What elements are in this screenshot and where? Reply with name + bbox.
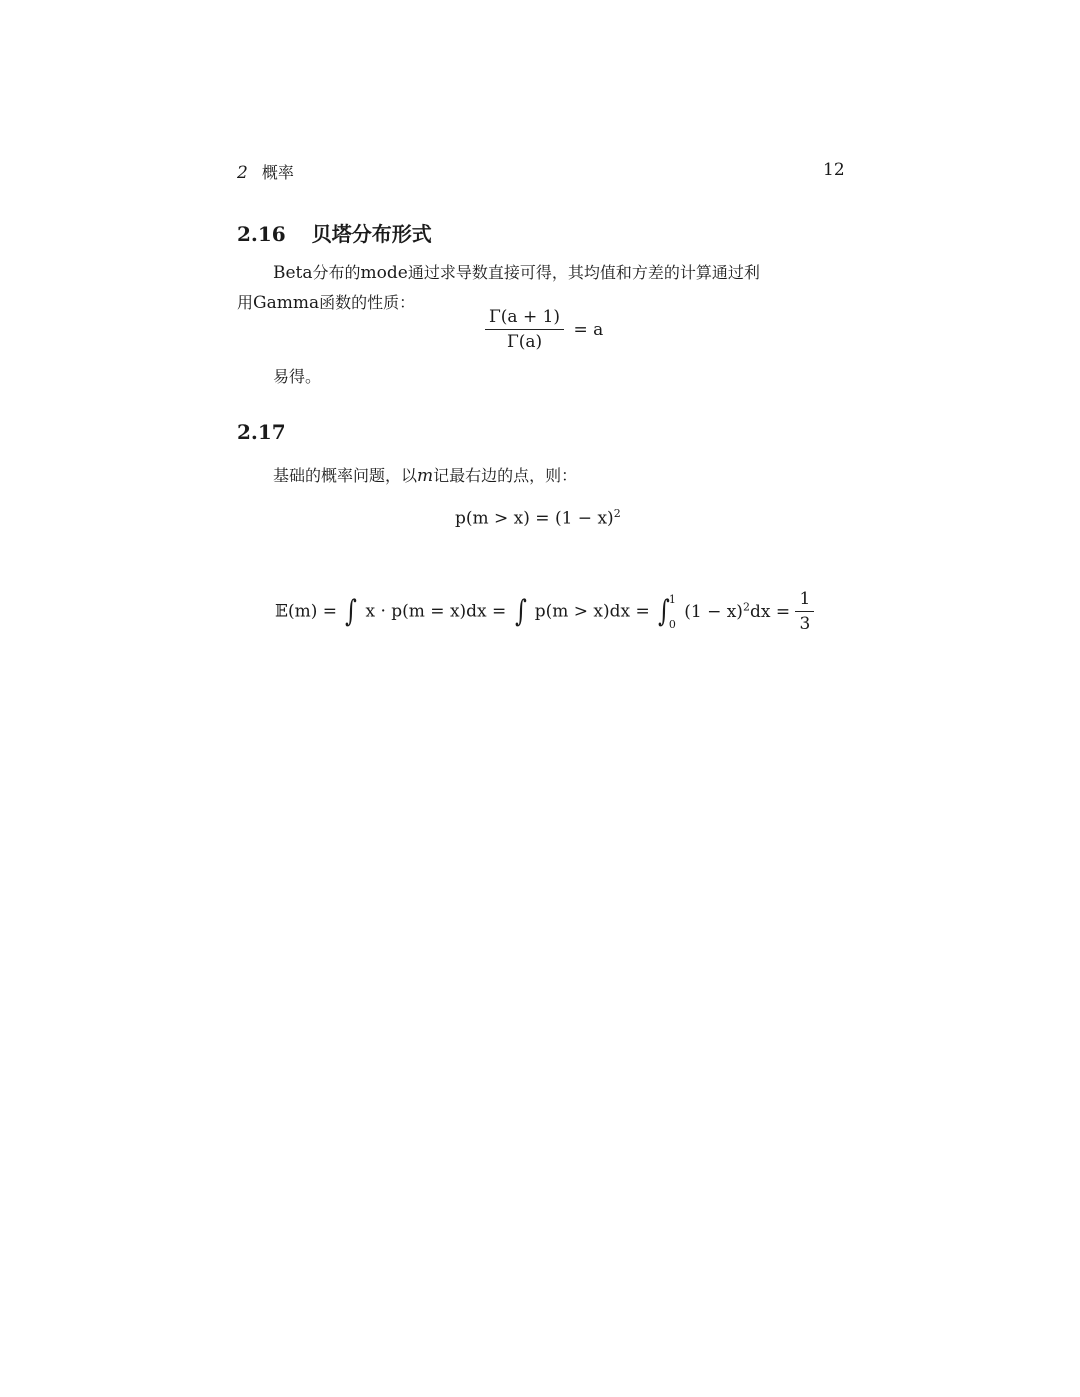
exponent: 2 xyxy=(613,507,621,520)
section-title: 贝塔分布形式 xyxy=(311,222,432,246)
fraction-denominator: Γ(a) xyxy=(506,332,543,352)
paragraph-line xyxy=(273,362,321,392)
paragraph-line xyxy=(237,288,415,318)
text-segment: 基础的概率问题，以 xyxy=(273,466,418,485)
integrand: (1 − x) xyxy=(684,602,743,623)
lower-limit: 0 xyxy=(668,617,676,631)
chapter-title: 概率 xyxy=(261,163,294,182)
equation-body: p(m > x) = (1 − x) xyxy=(455,508,614,529)
integral-sign: ∫ xyxy=(658,594,670,629)
section-number: 2.17 xyxy=(237,420,286,444)
result-fraction xyxy=(795,589,814,634)
text-segment: 记最右边的点，则： xyxy=(433,466,578,485)
fraction-denominator: 3 xyxy=(799,614,811,634)
paragraph-line xyxy=(273,258,760,288)
equation-prob xyxy=(455,507,621,529)
paragraph-line xyxy=(273,461,577,491)
integral-sign: ∫ xyxy=(514,594,527,629)
text-mode: mode xyxy=(360,263,408,283)
text-segment: 易得。 xyxy=(273,367,322,386)
fraction-numerator: Γ(a + 1) xyxy=(485,307,564,330)
integrand-differential: dx = xyxy=(749,602,791,623)
integral-term-2: p(m > x)dx = xyxy=(534,601,650,622)
page-number: 12 xyxy=(823,160,845,180)
fraction-numerator: 1 xyxy=(795,589,814,612)
integral-term-3 xyxy=(684,602,790,622)
section-number: 2.16 xyxy=(237,222,286,246)
exponent: 2 xyxy=(742,600,750,614)
math-variable: m xyxy=(417,466,434,486)
equation-rhs: = a xyxy=(573,319,604,340)
equation-expectation xyxy=(275,589,814,634)
integral-sign: ∫ xyxy=(345,594,358,629)
integral-limits xyxy=(669,594,676,630)
text-gamma: Gamma xyxy=(253,293,320,313)
equation-gamma-ratio xyxy=(485,307,603,352)
fraction xyxy=(485,307,564,352)
text-beta: Beta xyxy=(273,263,313,283)
section-heading-2-17 xyxy=(237,420,286,444)
text-segment: 用 xyxy=(237,293,254,312)
text-segment: 通过求导数直接可得，其均值和方差的计算通过利 xyxy=(407,263,760,282)
upper-limit: 1 xyxy=(668,592,676,606)
expectation-lhs: 𝔼(m) = xyxy=(275,601,337,622)
section-heading-2-16 xyxy=(237,218,432,247)
text-segment: 分布的 xyxy=(312,263,361,282)
integral-term-1: x · p(m = x)dx = xyxy=(365,601,507,622)
chapter-number: 2 xyxy=(237,163,248,183)
running-header-left xyxy=(237,160,294,183)
text-segment: 函数的性质： xyxy=(319,293,416,312)
